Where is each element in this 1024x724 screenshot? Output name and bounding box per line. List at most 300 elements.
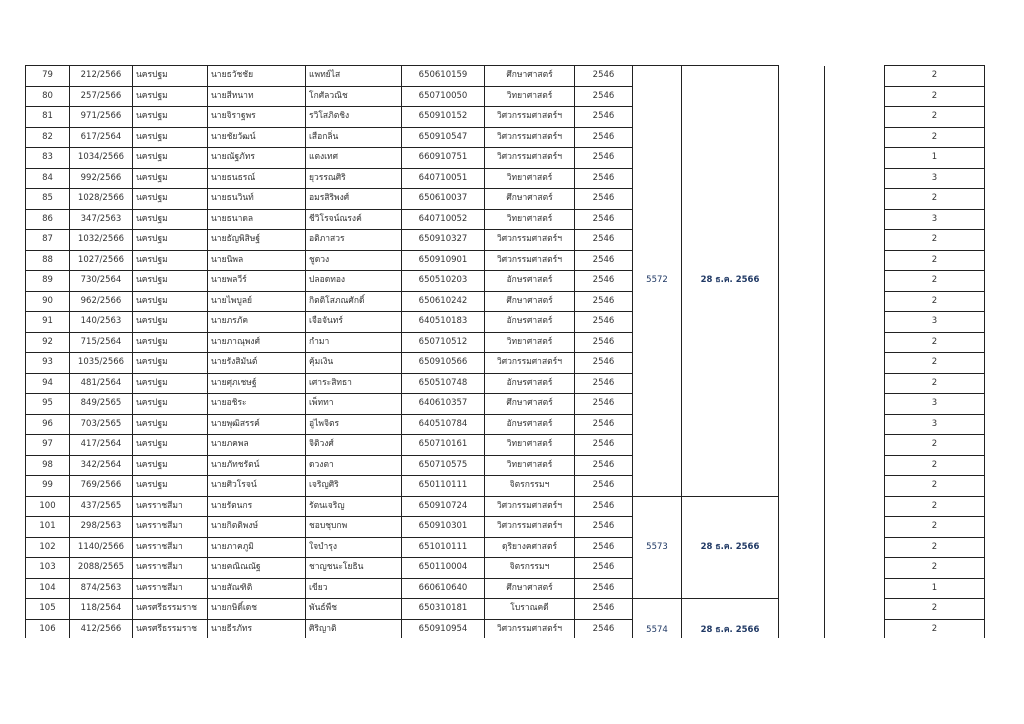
row-number-cell: 94 [26,373,70,394]
faculty-cell: จิตรกรรมฯ [485,558,575,579]
student-id-cell: 650910954 [402,619,485,640]
student-id-cell: 650910547 [402,127,485,148]
first-name-cell: นายภาณุพงศ์ [208,332,306,353]
birth-year-cell: 2546 [575,230,633,251]
table-row [26,435,985,456]
blank-b-cell [825,353,885,374]
table-row [26,476,985,497]
last-name-cell: กิตติโสภณศักดิ์ [306,291,402,312]
province-cell: นครปฐม [133,414,208,435]
student-id-cell: 650110004 [402,558,485,579]
student-id-cell: 650110111 [402,476,485,497]
first-name-cell: นายสัณฑิติ [208,578,306,599]
blank-a-cell [779,599,825,620]
birth-year-cell: 2546 [575,107,633,128]
birth-year-cell: 2546 [575,353,633,374]
row-number-cell: 79 [26,66,70,87]
last-name-cell: เขียว [306,578,402,599]
count-cell: 3 [885,168,985,189]
document-number-cell: 417/2564 [70,435,133,456]
table-row [26,455,985,476]
birth-year-cell: 2546 [575,599,633,620]
document-number-cell: 874/2563 [70,578,133,599]
student-id-cell: 650610159 [402,66,485,87]
table-row [26,517,985,538]
province-cell: นครปฐม [133,271,208,292]
document-number-cell: 437/2565 [70,496,133,517]
count-cell: 2 [885,291,985,312]
first-name-cell: นายธัญพิสิษฐ์ [208,230,306,251]
province-cell: นครศรีธรรมราช [133,599,208,620]
faculty-cell: วิทยาศาสตร์ [485,455,575,476]
first-name-cell: นายไพบูลย์ [208,291,306,312]
province-cell: นครปฐม [133,332,208,353]
count-cell: 2 [885,373,985,394]
blank-b-cell [825,394,885,415]
first-name-cell: นายรัตนกร [208,496,306,517]
roster-body [26,66,985,640]
province-cell: นครปฐม [133,353,208,374]
student-id-cell: 650910327 [402,230,485,251]
faculty-cell: อักษรศาสตร์ [485,312,575,333]
province-cell: นครราชสีมา [133,496,208,517]
session-code-cell: 5574 [633,599,682,640]
first-name-cell: นายศุภเชษฐ์ [208,373,306,394]
table-row [26,496,985,517]
document-number-cell: 962/2566 [70,291,133,312]
count-cell: 2 [885,496,985,517]
faculty-cell: ศึกษาศาสตร์ [485,291,575,312]
blank-b-cell [825,168,885,189]
birth-year-cell: 2546 [575,168,633,189]
row-number-cell: 104 [26,578,70,599]
row-number-cell: 89 [26,271,70,292]
last-name-cell: ชาญชนะโยธิน [306,558,402,579]
faculty-cell: วิศวกรรมศาสตร์ฯ [485,127,575,148]
blank-b-cell [825,435,885,456]
count-cell: 2 [885,537,985,558]
count-cell: 1 [885,578,985,599]
blank-a-cell [779,414,825,435]
table-row [26,537,985,558]
blank-b-cell [825,312,885,333]
table-row [26,414,985,435]
student-id-cell: 650710512 [402,332,485,353]
blank-b-cell [825,619,885,640]
count-cell: 2 [885,86,985,107]
document-number-cell: 992/2566 [70,168,133,189]
row-number-cell: 80 [26,86,70,107]
row-number-cell: 88 [26,250,70,271]
student-id-cell: 650910724 [402,496,485,517]
row-number-cell: 98 [26,455,70,476]
faculty-cell: วิทยาศาสตร์ [485,209,575,230]
blank-a-cell [779,168,825,189]
document-number-cell: 730/2564 [70,271,133,292]
row-number-cell: 105 [26,599,70,620]
faculty-cell: วิศวกรรมศาสตร์ฯ [485,517,575,538]
student-id-cell: 650610242 [402,291,485,312]
province-cell: นครปฐม [133,168,208,189]
count-cell: 2 [885,189,985,210]
student-id-cell: 650710050 [402,86,485,107]
session-date-cell: 28 ธ.ค. 2566 [682,66,779,497]
student-id-cell: 650510748 [402,373,485,394]
count-cell: 2 [885,332,985,353]
faculty-cell: โบราณคดี [485,599,575,620]
birth-year-cell: 2546 [575,373,633,394]
document-number-cell: 1027/2566 [70,250,133,271]
last-name-cell: ยุวรรณศิริ [306,168,402,189]
table-row [26,168,985,189]
faculty-cell: ศึกษาศาสตร์ [485,66,575,87]
blank-b-cell [825,373,885,394]
blank-a-cell [779,619,825,640]
count-cell: 2 [885,271,985,292]
faculty-cell: ศึกษาศาสตร์ [485,578,575,599]
document-number-cell: 769/2566 [70,476,133,497]
first-name-cell: นายภคพล [208,435,306,456]
table-row [26,271,985,292]
document-number-cell: 212/2566 [70,66,133,87]
document-number-cell: 412/2566 [70,619,133,640]
province-cell: นครปฐม [133,66,208,87]
blank-b-cell [825,86,885,107]
blank-a-cell [779,353,825,374]
first-name-cell: นายธีรภัทร [208,619,306,640]
count-cell: 2 [885,250,985,271]
faculty-cell: วิศวกรรมศาสตร์ฯ [485,496,575,517]
province-cell: นครปฐม [133,209,208,230]
blank-b-cell [825,599,885,620]
count-cell: 3 [885,394,985,415]
birth-year-cell: 2546 [575,537,633,558]
province-cell: นครปฐม [133,189,208,210]
faculty-cell: ดุริยางคศาสตร์ [485,537,575,558]
birth-year-cell: 2546 [575,435,633,456]
roster-table [25,65,985,640]
table-row [26,578,985,599]
birth-year-cell: 2546 [575,558,633,579]
row-number-cell: 106 [26,619,70,640]
birth-year-cell: 2546 [575,66,633,87]
first-name-cell: นายภัทชรัตน์ [208,455,306,476]
faculty-cell: ศึกษาศาสตร์ [485,189,575,210]
row-number-cell: 95 [26,394,70,415]
count-cell: 3 [885,312,985,333]
first-name-cell: นายธนวินท์ [208,189,306,210]
blank-a-cell [779,578,825,599]
last-name-cell: รัตนเจริญ [306,496,402,517]
first-name-cell: นายธนธรณ์ [208,168,306,189]
blank-b-cell [825,517,885,538]
first-name-cell: นายภรภัค [208,312,306,333]
last-name-cell: แพทย์ไส [306,66,402,87]
birth-year-cell: 2546 [575,148,633,169]
province-cell: นครปฐม [133,86,208,107]
row-number-cell: 85 [26,189,70,210]
document-number-cell: 1032/2566 [70,230,133,251]
document-number-cell: 971/2566 [70,107,133,128]
faculty-cell: อักษรศาสตร์ [485,414,575,435]
last-name-cell: คุ้มเงิน [306,353,402,374]
province-cell: นครปฐม [133,476,208,497]
document-number-cell: 481/2564 [70,373,133,394]
first-name-cell: นายคณิณณัฐ [208,558,306,579]
last-name-cell: ดวงตา [306,455,402,476]
faculty-cell: วิศวกรรมศาสตร์ฯ [485,353,575,374]
table-row [26,209,985,230]
blank-a-cell [779,148,825,169]
blank-a-cell [779,537,825,558]
first-name-cell: นายชัยวัฒน์ [208,127,306,148]
faculty-cell: อักษรศาสตร์ [485,373,575,394]
row-number-cell: 101 [26,517,70,538]
blank-b-cell [825,189,885,210]
blank-a-cell [779,312,825,333]
blank-b-cell [825,250,885,271]
table-row [26,189,985,210]
last-name-cell: ปลอดทอง [306,271,402,292]
row-number-cell: 100 [26,496,70,517]
last-name-cell: อติภาสวร [306,230,402,251]
first-name-cell: นายสีหนาท [208,86,306,107]
province-cell: นครราชสีมา [133,558,208,579]
table-row [26,230,985,251]
row-number-cell: 82 [26,127,70,148]
session-date-cell: 28 ธ.ค. 2566 [682,599,779,640]
document-number-cell: 703/2565 [70,414,133,435]
blank-a-cell [779,558,825,579]
document-number-cell: 342/2564 [70,455,133,476]
blank-b-cell [825,414,885,435]
session-date-cell: 28 ธ.ค. 2566 [682,496,779,599]
first-name-cell: นายกิตติพงษ์ [208,517,306,538]
student-id-cell: 660610640 [402,578,485,599]
faculty-cell: อักษรศาสตร์ [485,271,575,292]
first-name-cell: นายนิพล [208,250,306,271]
first-name-cell: นายพุฒิสรรค์ [208,414,306,435]
province-cell: นครปฐม [133,394,208,415]
province-cell: นครปฐม [133,291,208,312]
count-cell: 2 [885,66,985,87]
table-row [26,332,985,353]
blank-a-cell [779,291,825,312]
page-margin [0,638,1024,724]
count-cell: 2 [885,599,985,620]
last-name-cell: เสือกลิ่น [306,127,402,148]
table-row [26,312,985,333]
faculty-cell: วิศวกรรมศาสตร์ฯ [485,230,575,251]
table-row [26,86,985,107]
last-name-cell: ใจบำรุง [306,537,402,558]
first-name-cell: นายธวัชชัย [208,66,306,87]
blank-a-cell [779,230,825,251]
row-number-cell: 97 [26,435,70,456]
last-name-cell: รวิโสภิตชิง [306,107,402,128]
table-row [26,394,985,415]
blank-a-cell [779,332,825,353]
faculty-cell: วิศวกรรมศาสตร์ฯ [485,107,575,128]
blank-b-cell [825,537,885,558]
last-name-cell: เศาระสิทธา [306,373,402,394]
birth-year-cell: 2546 [575,517,633,538]
row-number-cell: 87 [26,230,70,251]
count-cell: 2 [885,619,985,640]
faculty-cell: วิศวกรรมศาสตร์ฯ [485,619,575,640]
document-number-cell: 617/2564 [70,127,133,148]
blank-b-cell [825,332,885,353]
roster-sheet [25,65,984,638]
student-id-cell: 640510183 [402,312,485,333]
student-id-cell: 650510203 [402,271,485,292]
birth-year-cell: 2546 [575,250,633,271]
blank-a-cell [779,517,825,538]
count-cell: 2 [885,107,985,128]
blank-a-cell [779,373,825,394]
student-id-cell: 640610357 [402,394,485,415]
blank-b-cell [825,209,885,230]
row-number-cell: 81 [26,107,70,128]
blank-a-cell [779,394,825,415]
last-name-cell: เจริญศิริ [306,476,402,497]
count-cell: 2 [885,558,985,579]
table-row [26,66,985,87]
blank-a-cell [779,66,825,87]
count-cell: 2 [885,435,985,456]
blank-b-cell [825,578,885,599]
last-name-cell: เพ็ททา [306,394,402,415]
student-id-cell: 650910901 [402,250,485,271]
count-cell: 1 [885,148,985,169]
table-row [26,619,985,640]
province-cell: นครปฐม [133,148,208,169]
first-name-cell: นายภาคภูมิ [208,537,306,558]
province-cell: นครปฐม [133,435,208,456]
province-cell: นครปฐม [133,107,208,128]
row-number-cell: 92 [26,332,70,353]
last-name-cell: กำมา [306,332,402,353]
row-number-cell: 99 [26,476,70,497]
last-name-cell: จิติวงศ์ [306,435,402,456]
last-name-cell: เจือจันทร์ [306,312,402,333]
first-name-cell: นายรังสิมันต์ [208,353,306,374]
count-cell: 2 [885,127,985,148]
student-id-cell: 650910566 [402,353,485,374]
faculty-cell: วิทยาศาสตร์ [485,168,575,189]
row-number-cell: 83 [26,148,70,169]
birth-year-cell: 2546 [575,291,633,312]
blank-a-cell [779,189,825,210]
birth-year-cell: 2546 [575,476,633,497]
table-row [26,599,985,620]
faculty-cell: วิศวกรรมศาสตร์ฯ [485,250,575,271]
document-number-cell: 140/2563 [70,312,133,333]
row-number-cell: 102 [26,537,70,558]
blank-b-cell [825,66,885,87]
birth-year-cell: 2546 [575,127,633,148]
birth-year-cell: 2546 [575,619,633,640]
row-number-cell: 91 [26,312,70,333]
student-id-cell: 650310181 [402,599,485,620]
document-number-cell: 298/2563 [70,517,133,538]
blank-b-cell [825,496,885,517]
document-number-cell: 347/2563 [70,209,133,230]
last-name-cell: ศิริญาติ [306,619,402,640]
row-number-cell: 86 [26,209,70,230]
document-number-cell: 257/2566 [70,86,133,107]
birth-year-cell: 2546 [575,455,633,476]
count-cell: 3 [885,414,985,435]
province-cell: นครปฐม [133,312,208,333]
first-name-cell: นายจิราฐพร [208,107,306,128]
last-name-cell: อู่ไพจิตร [306,414,402,435]
row-number-cell: 96 [26,414,70,435]
faculty-cell: วิศวกรรมศาสตร์ฯ [485,148,575,169]
count-cell: 2 [885,517,985,538]
student-id-cell: 650610037 [402,189,485,210]
session-code-cell: 5572 [633,66,682,497]
count-cell: 2 [885,353,985,374]
faculty-cell: วิทยาศาสตร์ [485,86,575,107]
document-number-cell: 1035/2566 [70,353,133,374]
blank-b-cell [825,230,885,251]
count-cell: 2 [885,476,985,497]
session-code-cell: 5573 [633,496,682,599]
table-row [26,558,985,579]
student-id-cell: 651010111 [402,537,485,558]
student-id-cell: 660910751 [402,148,485,169]
last-name-cell: พันธ์พืช [306,599,402,620]
province-cell: นครปฐม [133,373,208,394]
first-name-cell: นายกษิดิ์เดช [208,599,306,620]
row-number-cell: 93 [26,353,70,374]
document-number-cell: 1028/2566 [70,189,133,210]
blank-a-cell [779,271,825,292]
birth-year-cell: 2546 [575,414,633,435]
blank-a-cell [779,107,825,128]
document-number-cell: 1140/2566 [70,537,133,558]
document-number-cell: 1034/2566 [70,148,133,169]
birth-year-cell: 2546 [575,271,633,292]
first-name-cell: นายศิวโรจน์ [208,476,306,497]
last-name-cell: ชอบชุบกพ [306,517,402,538]
blank-a-cell [779,476,825,497]
count-cell: 2 [885,230,985,251]
count-cell: 2 [885,455,985,476]
document-number-cell: 118/2564 [70,599,133,620]
table-row [26,291,985,312]
province-cell: นครราชสีมา [133,517,208,538]
last-name-cell: อมรสิริพงศ์ [306,189,402,210]
province-cell: นครศรีธรรมราช [133,619,208,640]
province-cell: นครราชสีมา [133,537,208,558]
first-name-cell: นายณัฐภัทร [208,148,306,169]
birth-year-cell: 2546 [575,312,633,333]
faculty-cell: ศึกษาศาสตร์ [485,394,575,415]
blank-b-cell [825,455,885,476]
blank-b-cell [825,107,885,128]
student-id-cell: 650910301 [402,517,485,538]
blank-a-cell [779,209,825,230]
birth-year-cell: 2546 [575,209,633,230]
blank-a-cell [779,496,825,517]
student-id-cell: 640710051 [402,168,485,189]
student-id-cell: 650710575 [402,455,485,476]
faculty-cell: วิทยาศาสตร์ [485,435,575,456]
province-cell: นครปฐม [133,455,208,476]
birth-year-cell: 2546 [575,578,633,599]
